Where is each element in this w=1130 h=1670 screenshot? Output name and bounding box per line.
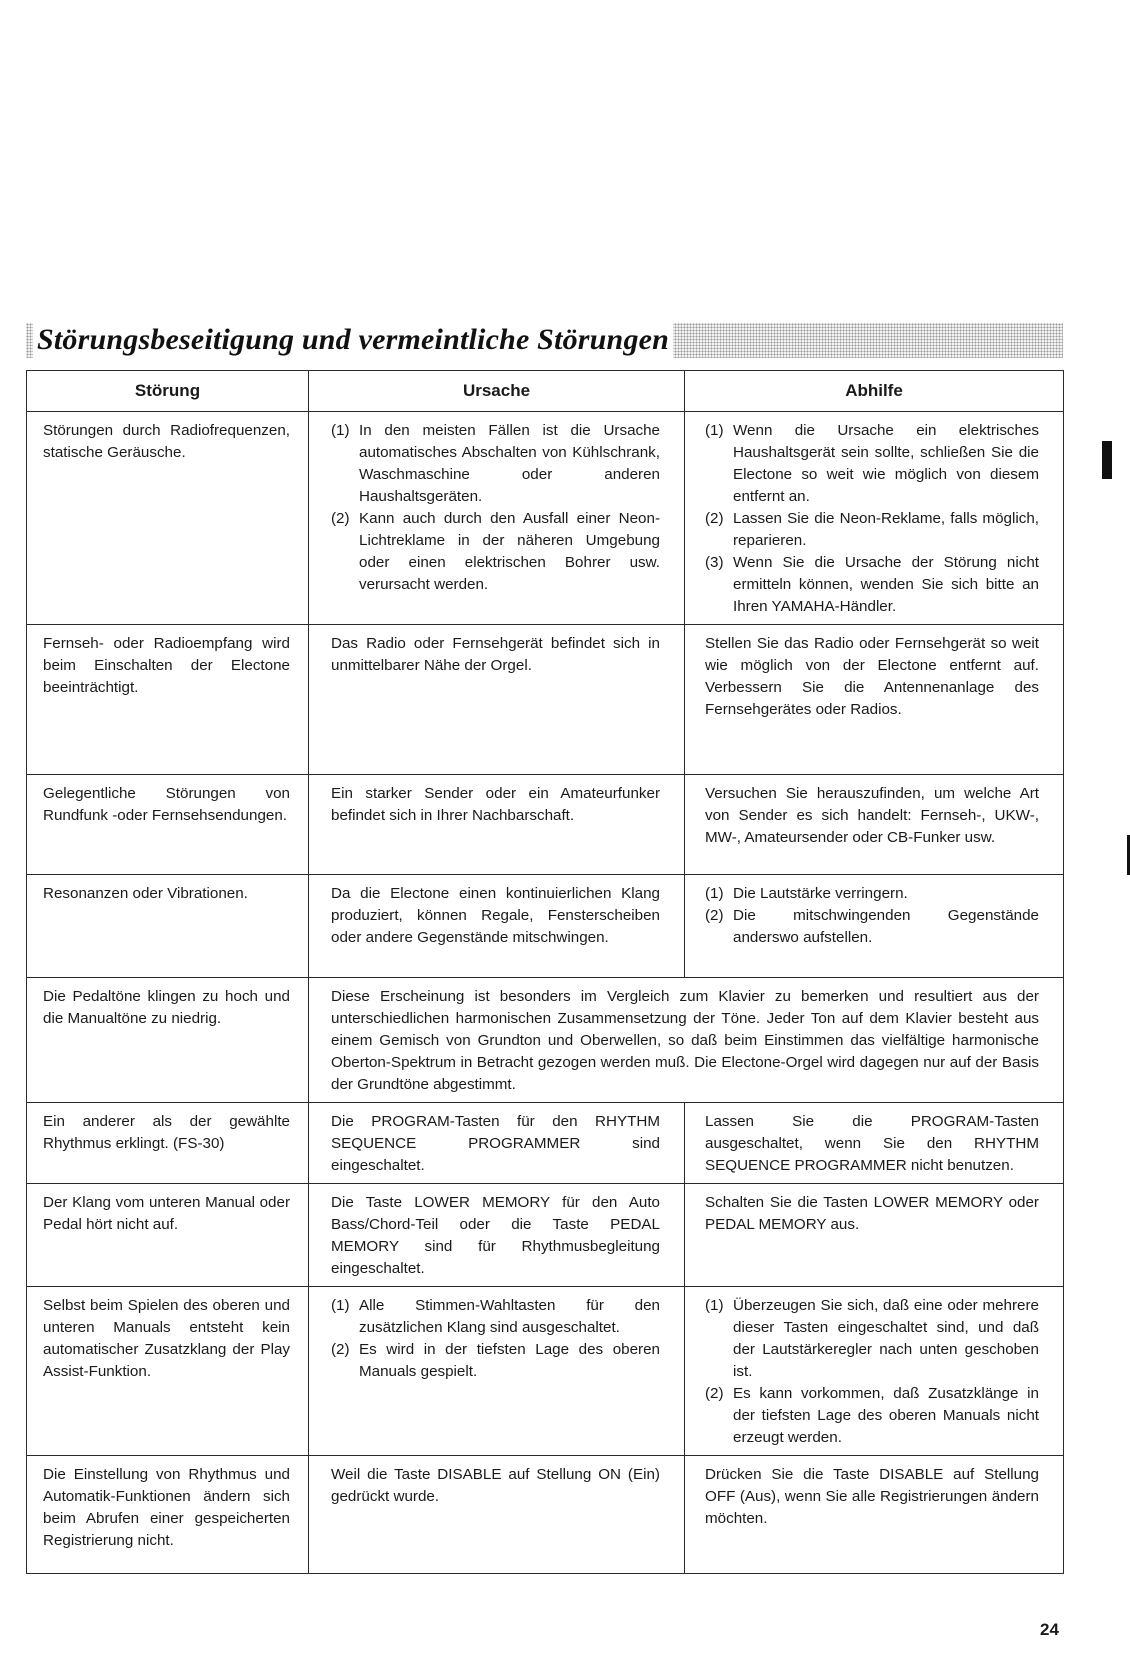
numbered-list bbox=[705, 883, 1039, 949]
header-abhilfe: Abhilfe bbox=[685, 371, 1064, 412]
section-tab-marker bbox=[1102, 441, 1112, 479]
cell-stoerung: Gelegentliche Störungen von Rundfunk -oder Fernsehsendungen. bbox=[27, 775, 309, 875]
troubleshooting-table-container bbox=[26, 370, 1063, 1574]
list-item bbox=[705, 420, 1039, 508]
cell-ursache: Die PROGRAM-Tasten für den RHYTHM SEQUENCE PROGRAMMER sind eingeschaltet. bbox=[309, 1103, 685, 1184]
cell-ursache: Die Taste LOWER MEMORY für den Auto Bass/Chord-Teil oder die Taste PEDAL MEMORY sind für Rhythmusbegleitung eingeschaltet. bbox=[309, 1184, 685, 1287]
item-text: Es wird in der tiefsten Lage des oberen Manuals gespielt. bbox=[359, 1341, 660, 1380]
numbered-list bbox=[705, 420, 1039, 618]
troubleshooting-table bbox=[26, 370, 1064, 1574]
cell-abhilfe bbox=[685, 412, 1064, 625]
cell-ursache: Ein starker Sender oder ein Amateurfunker befindet sich in Ihrer Nachbarschaft. bbox=[309, 775, 685, 875]
cell-ursache-abhilfe-merged: Diese Erscheinung ist besonders im Vergleich zum Klavier zu bemerken und resultiert aus der unterschiedlichen harmonischen Zusammensetzung der Töne. Jeder Ton auf dem Klavier besteht aus einem Gemisch von Grundton und Oberwellen, so daß beim Einstimmen das vielfältige harmonische Oberton-Spektrum in Betracht gezogen werden muß. Die Electone-Orgel wird dagegen nur auf der Basis der Grundtöne abgestimmt. bbox=[309, 978, 1064, 1103]
cell-stoerung: Störungen durch Radiofrequenzen, statische Geräusche. bbox=[27, 412, 309, 625]
cell-stoerung: Selbst beim Spielen des oberen und unteren Manuals entsteht kein automatischer Zusatzklang der Play Assist-Funktion. bbox=[27, 1287, 309, 1456]
item-text: Kann auch durch den Ausfall einer Neon-Lichtreklame in der näheren Umgebung oder einen elektrischen Bohrer usw. verursacht werden. bbox=[359, 510, 660, 593]
cell-ursache: Weil die Taste DISABLE auf Stellung ON (Ein) gedrückt wurde. bbox=[309, 1456, 685, 1574]
table-row bbox=[27, 1287, 1064, 1456]
list-item bbox=[705, 552, 1039, 618]
numbered-list bbox=[705, 1295, 1039, 1449]
cell-stoerung: Die Einstellung von Rhythmus und Automatik-Funktionen ändern sich beim Abrufen einer gespeicherten Registrierung nicht. bbox=[27, 1456, 309, 1574]
item-text: Die Lautstärke verringern. bbox=[733, 885, 908, 902]
item-text: Alle Stimmen-Wahltasten für den zusätzlichen Klang sind ausgeschaltet. bbox=[359, 1297, 660, 1336]
numbered-list bbox=[331, 1295, 660, 1383]
cell-ursache: Das Radio oder Fernsehgerät befindet sich in unmittelbarer Nähe der Orgel. bbox=[309, 625, 685, 775]
list-item bbox=[705, 905, 1039, 949]
cell-ursache bbox=[309, 1287, 685, 1456]
table-row bbox=[27, 875, 1064, 978]
item-number: (2) bbox=[705, 907, 724, 924]
item-number: (2) bbox=[705, 510, 724, 527]
table-row bbox=[27, 412, 1064, 625]
cell-stoerung: Ein anderer als der gewählte Rhythmus erklingt. (FS-30) bbox=[27, 1103, 309, 1184]
table-row bbox=[27, 1184, 1064, 1287]
item-number: (2) bbox=[331, 510, 350, 527]
cell-abhilfe: Schalten Sie die Tasten LOWER MEMORY oder PEDAL MEMORY aus. bbox=[685, 1184, 1064, 1287]
list-item bbox=[705, 1295, 1039, 1383]
list-item bbox=[331, 1339, 660, 1383]
cell-stoerung: Fernseh- oder Radioempfang wird beim Einschalten der Electone beeinträchtigt. bbox=[27, 625, 309, 775]
cell-stoerung: Der Klang vom unteren Manual oder Pedal hört nicht auf. bbox=[27, 1184, 309, 1287]
item-number: (1) bbox=[331, 1297, 350, 1314]
page-title: Störungsbeseitigung und vermeintliche Störungen bbox=[33, 322, 673, 358]
table-row bbox=[27, 1103, 1064, 1184]
item-text: In den meisten Fällen ist die Ursache automatisches Abschalten von Kühlschrank, Waschmaschine oder anderen Haushaltsgeräten. bbox=[359, 422, 660, 505]
item-number: (1) bbox=[705, 885, 724, 902]
cell-abhilfe: Versuchen Sie herauszufinden, um welche Art von Sender es sich handelt: Fernseh-, UKW-, MW-, Amateursender oder CB-Funker usw. bbox=[685, 775, 1064, 875]
cell-abhilfe: Stellen Sie das Radio oder Fernsehgerät so weit wie möglich von der Electone entfernt auf. Verbessern Sie die Antennenanlage des Fernsehgerätes oder Radios. bbox=[685, 625, 1064, 775]
cell-stoerung: Die Pedaltöne klingen zu hoch und die Manualtöne zu niedrig. bbox=[27, 978, 309, 1103]
list-item bbox=[331, 1295, 660, 1339]
table-row bbox=[27, 1456, 1064, 1574]
table-header-row bbox=[27, 371, 1064, 412]
list-item bbox=[331, 420, 660, 508]
cell-ursache bbox=[309, 412, 685, 625]
item-number: (2) bbox=[331, 1341, 350, 1358]
item-number: (1) bbox=[331, 422, 350, 439]
table-row bbox=[27, 978, 1064, 1103]
item-text: Wenn Sie die Ursache der Störung nicht ermitteln können, wenden Sie sich bitte an Ihren YAMAHA-Händler. bbox=[733, 554, 1039, 615]
header-ursache: Ursache bbox=[309, 371, 685, 412]
cell-abhilfe: Drücken Sie die Taste DISABLE auf Stellung OFF (Aus), wenn Sie alle Registrierungen ändern möchten. bbox=[685, 1456, 1064, 1574]
cell-abhilfe: Lassen Sie die PROGRAM-Tasten ausgeschaltet, wenn Sie den RHYTHM SEQUENCE PROGRAMMER nicht benutzen. bbox=[685, 1103, 1064, 1184]
table-row bbox=[27, 775, 1064, 875]
item-text: Wenn die Ursache ein elektrisches Haushaltsgerät sein sollte, schließen Sie die Electone so weit wie möglich von diesem entfernt an. bbox=[733, 422, 1039, 505]
numbered-list bbox=[331, 420, 660, 596]
item-text: Die mitschwingenden Gegenstände anderswo aufstellen. bbox=[733, 907, 1039, 946]
item-number: (1) bbox=[705, 1297, 724, 1314]
cell-abhilfe bbox=[685, 875, 1064, 978]
item-text: Lassen Sie die Neon-Reklame, falls möglich, reparieren. bbox=[733, 510, 1039, 549]
item-text: Überzeugen Sie sich, daß eine oder mehrere dieser Tasten eingeschaltet sind, und daß der Lautstärkeregler nach unten geschoben ist. bbox=[733, 1297, 1039, 1380]
cell-ursache: Da die Electone einen kontinuierlichen Klang produziert, können Regale, Fensterscheiben oder andere Gegenstände mitschwingen. bbox=[309, 875, 685, 978]
cell-abhilfe bbox=[685, 1287, 1064, 1456]
list-item bbox=[331, 508, 660, 596]
table-row bbox=[27, 625, 1064, 775]
item-number: (3) bbox=[705, 554, 724, 571]
list-item bbox=[705, 1383, 1039, 1449]
item-number: (1) bbox=[705, 422, 724, 439]
item-text: Es kann vorkommen, daß Zusatzklänge in der tiefsten Lage des oberen Manuals nicht erzeugt werden. bbox=[733, 1385, 1039, 1446]
header-stoerung: Störung bbox=[27, 371, 309, 412]
item-number: (2) bbox=[705, 1385, 724, 1402]
page-number: 24 bbox=[1040, 1620, 1059, 1639]
cell-stoerung: Resonanzen oder Vibrationen. bbox=[27, 875, 309, 978]
list-item bbox=[705, 508, 1039, 552]
list-item bbox=[705, 883, 1039, 905]
